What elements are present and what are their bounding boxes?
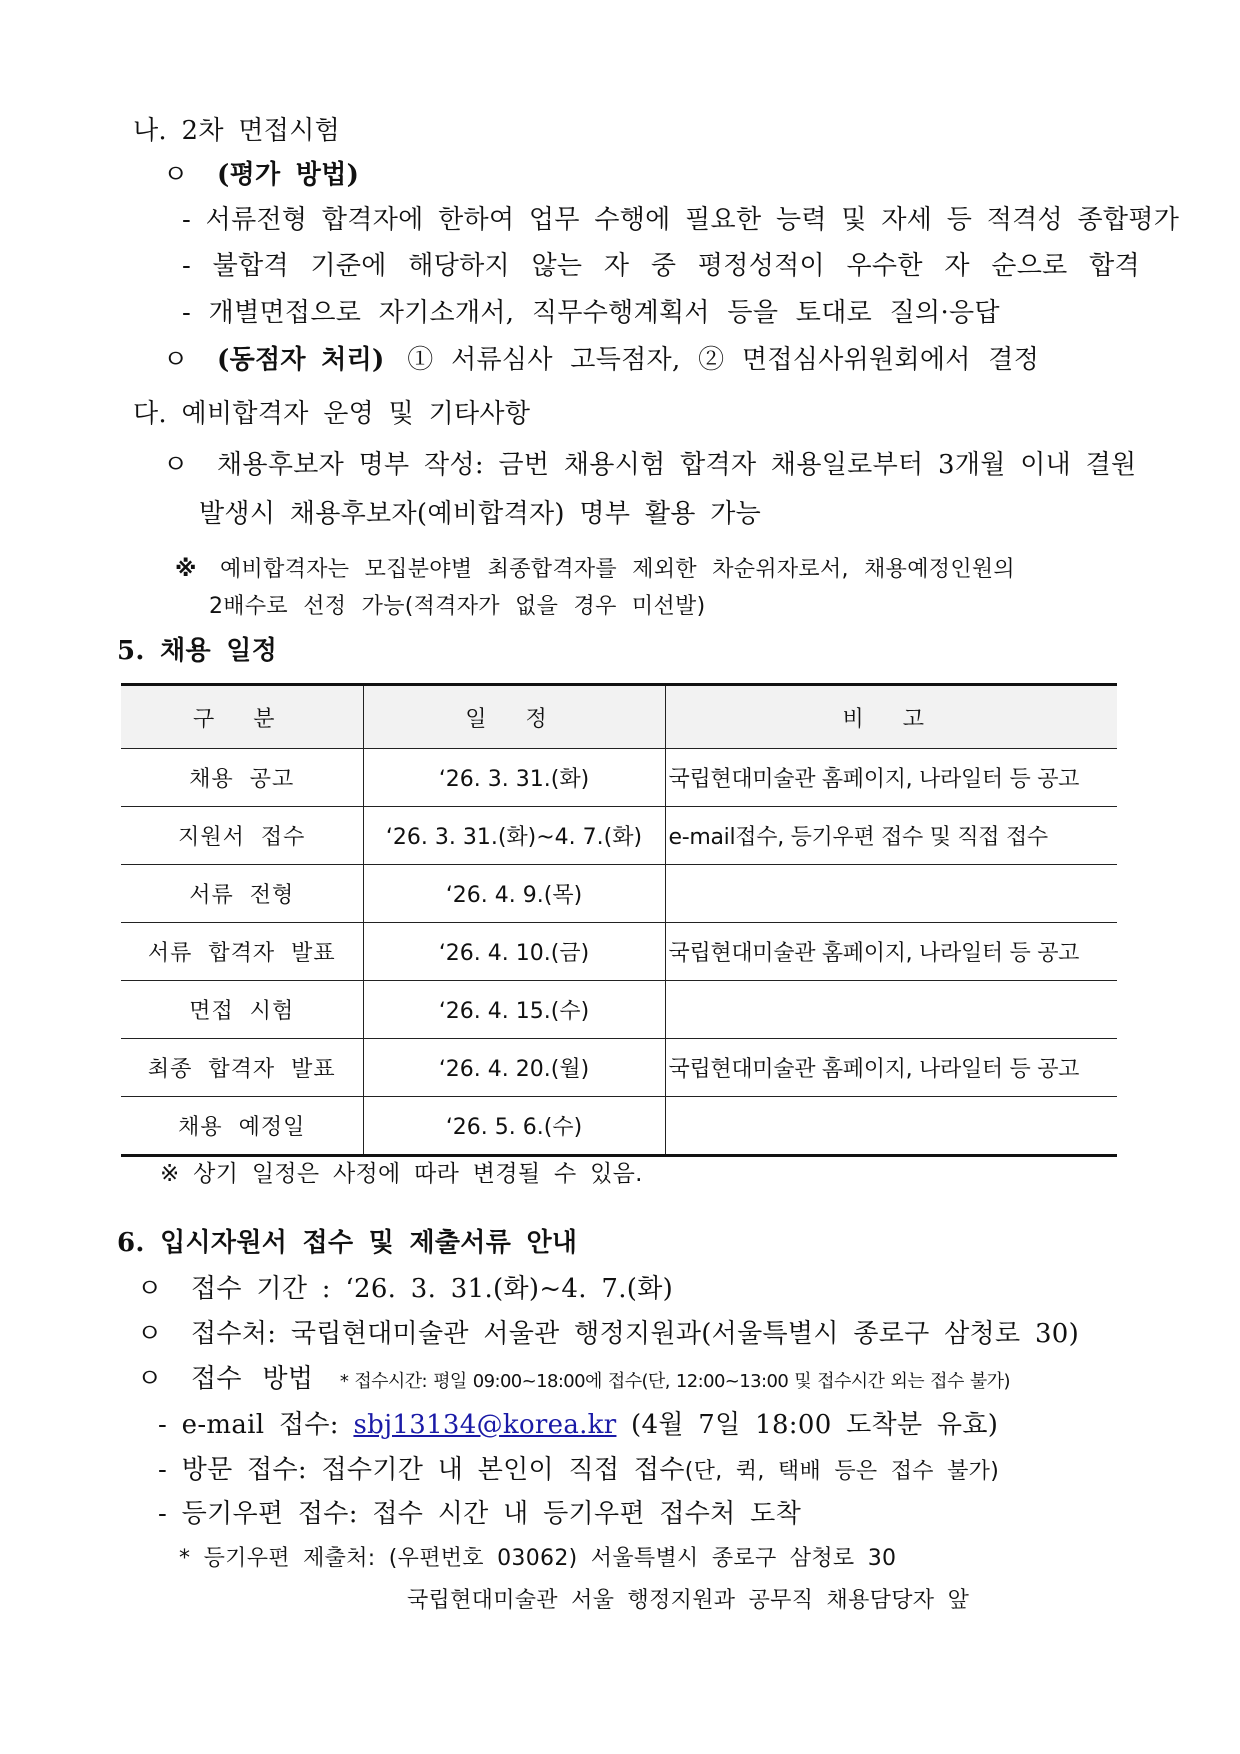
row-item: 면접 시험	[121, 981, 363, 1039]
application-method-note: * 접수시간: 평일 09:00~18:00에 접수(단, 12:00~13:00 및 접수시간 외는 접수 불가)	[339, 1371, 1010, 1392]
note-mark-icon: ※	[175, 557, 197, 582]
table-row	[121, 807, 1117, 865]
post-address-line1: * 등기우편 제출처: (우편번호 03062) 서울특별시 종로구 삼청로 30	[179, 1546, 897, 1571]
section-title-reserve: 다. 예비합격자 운영 및 기타사항	[133, 399, 531, 429]
application-place	[137, 1317, 1079, 1351]
table-row	[121, 923, 1117, 981]
application-method-label: 접수 방법	[191, 1364, 314, 1394]
table-row	[121, 865, 1117, 923]
header-date: 일 정	[363, 685, 665, 749]
bullet-icon: ㅇ	[163, 345, 189, 375]
evaluation-item-1: - 서류전형 합격자에 한하여 업무 수행에 필요한 능력 및 자세 등 적격성 종합평가	[182, 205, 1180, 235]
email-link[interactable]: sbj13134@korea.kr	[353, 1410, 617, 1440]
row-item: 서류 전형	[121, 865, 363, 923]
post-address-line2: 국립현대미술관 서울 행정지원과 공무직 채용담당자 앞	[407, 1588, 970, 1613]
post-application: - 등기우편 접수: 접수 시간 내 등기우편 접수처 도착	[158, 1499, 801, 1529]
header-remarks: 비 고	[665, 685, 1117, 749]
evaluation-method-heading	[163, 158, 359, 192]
table-row	[121, 1097, 1117, 1156]
bullet-icon: ㅇ	[137, 1274, 163, 1304]
reserve-bullet-line1	[163, 448, 1136, 482]
bullet-icon: ㅇ	[163, 450, 189, 480]
evaluation-item-2: - 불합격 기준에 해당하지 않는 자 중 평정성적이 우수한 자 순으로 합격	[182, 251, 1140, 281]
bullet-icon: ㅇ	[137, 1364, 163, 1394]
application-period-text: 접수 기간 : ‘26. 3. 31.(화)~4. 7.(화)	[191, 1274, 674, 1304]
reserve-text-line1: 채용후보자 명부 작성: 금번 채용시험 합격자 채용일로부터 3개월 이내 결원	[217, 450, 1137, 480]
email-application-label: - e-mail 접수:	[158, 1410, 354, 1440]
email-application	[158, 1408, 998, 1442]
row-item: 채용 공고	[121, 749, 363, 807]
schedule-table	[121, 683, 1117, 1157]
visit-application-text: - 방문 접수: 접수기간 내 본인이 직접 접수	[158, 1455, 685, 1485]
schedule-title: 5. 채용 일정	[117, 636, 278, 666]
row-date: ‘26. 5. 6.(수)	[363, 1097, 665, 1156]
reserve-note-line1	[175, 553, 1015, 587]
tie-handling	[163, 343, 1039, 377]
reserve-note-text1: 예비합격자는 모집분야별 최종합격자를 제외한 차순위자로서, 채용예정인원의	[220, 557, 1015, 582]
visit-application	[158, 1453, 999, 1489]
evaluation-item-3: - 개별면접으로 자기소개서, 직무수행계획서 등을 토대로 질의·응답	[182, 298, 1000, 328]
table-row	[121, 981, 1117, 1039]
application-section-title: 6. 입시자원서 접수 및 제출서류 안내	[117, 1228, 578, 1258]
table-row	[121, 1039, 1117, 1097]
header-category: 구 분	[121, 685, 363, 749]
table-row	[121, 749, 1117, 807]
row-note	[665, 981, 1117, 1039]
row-item: 채용 예정일	[121, 1097, 363, 1156]
tie-handling-text: ① 서류심사 고득점자, ② 면접심사위원회에서 결정	[407, 345, 1040, 375]
reserve-note-line2: 2배수로 선정 가능(적격자가 없을 경우 미선발)	[209, 594, 706, 619]
row-note: 국립현대미술관 홈페이지, 나라일터 등 공고	[665, 923, 1117, 981]
reserve-text-line2: 발생시 채용후보자(예비합격자) 명부 활용 가능	[199, 499, 762, 529]
row-date: ‘26. 4. 20.(월)	[363, 1039, 665, 1097]
row-date: ‘26. 3. 31.(화)	[363, 749, 665, 807]
schedule-note: ※ 상기 일정은 사정에 따라 변경될 수 있음.	[160, 1161, 643, 1187]
row-item: 서류 합격자 발표	[121, 923, 363, 981]
application-place-text: 접수처: 국립현대미술관 서울관 행정지원과(서울특별시 종로구 삼청로 30)	[191, 1319, 1080, 1349]
row-note	[665, 865, 1117, 923]
application-method	[137, 1362, 1010, 1399]
schedule-header-row	[121, 685, 1117, 749]
row-note: e-mail접수, 등기우편 접수 및 직접 접수	[665, 807, 1117, 865]
visit-application-note: (단, 퀵, 택배 등은 접수 불가)	[684, 1459, 1000, 1484]
row-date: ‘26. 4. 9.(목)	[363, 865, 665, 923]
row-item: 지원서 접수	[121, 807, 363, 865]
tie-handling-title: (동점자 처리)	[217, 345, 385, 375]
row-note: 국립현대미술관 홈페이지, 나라일터 등 공고	[665, 749, 1117, 807]
email-application-deadline: (4월 7일 18:00 도착분 유효)	[616, 1410, 999, 1440]
row-date: ‘26. 4. 10.(금)	[363, 923, 665, 981]
row-date: ‘26. 4. 15.(수)	[363, 981, 665, 1039]
bullet-icon: ㅇ	[163, 160, 189, 190]
application-period	[137, 1272, 673, 1306]
row-note: 국립현대미술관 홈페이지, 나라일터 등 공고	[665, 1039, 1117, 1097]
row-date: ‘26. 3. 31.(화)~4. 7.(화)	[363, 807, 665, 865]
section-title-interview: 나. 2차 면접시험	[133, 116, 341, 146]
bullet-icon: ㅇ	[137, 1319, 163, 1349]
row-note	[665, 1097, 1117, 1156]
row-item: 최종 합격자 발표	[121, 1039, 363, 1097]
evaluation-method-title: (평가 방법)	[217, 160, 360, 190]
